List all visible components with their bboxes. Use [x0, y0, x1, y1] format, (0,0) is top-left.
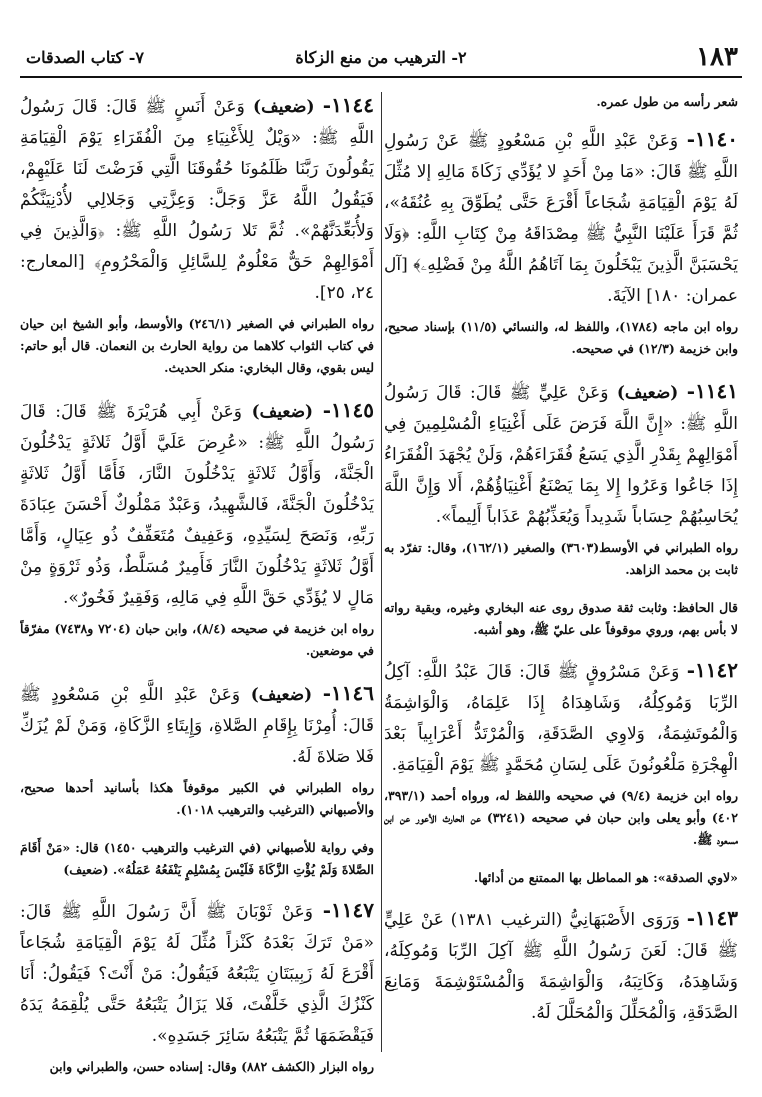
- hadith-reference: رواه البزار (الكشف ٨٨٢) وقال: إسناده حسن، والطبراني وابن: [49, 1059, 374, 1074]
- hadith-grade: (ضعيف): [251, 402, 314, 422]
- hadith-body: وَعَنْ عَلِيٍّ ﷺ قَالَ: قَالَ رَسُولُ اللَّهِ ﷺ: «إِنَّ اللَّهَ فَرَضَ عَلَى أَغْنِيَاءِ الْمُسْلِمِينَ فِي أَمْوَالِهِمْ بِقَدْرِ الَّذِي يَسَعُ فُقَرَاءَهُمْ، وَلَنْ يُجْهَدَ الْفُقَرَاءُ إِذَا جَاعُوا وَعَرُوا إِلا بِمَا يَصْنَعُ أَغْنِيَاؤُهُمْ، أَلا وَإِنَّ اللَّهَ يُحَاسِبُهُمْ حِسَاباً شَدِيداً وَيُعَذِّبُهُمْ عَذَاباً أَلِيماً».: [384, 383, 738, 527]
- hadith-text: [384, 903, 738, 1029]
- hadith-1145: [20, 395, 374, 662]
- hadith-body: وَعَنْ ثَوْبَانَ ﷺ أَنَّ رَسُولَ اللَّهِ ﷺ قَالَ: «مَنْ تَرَكَ بَعْدَهُ كَنْزاً مُثِّلَ لَهُ يَوْمَ الْقِيَامَةِ شُجَاعاً أَقْرَعَ لَهُ زَبِيبَتَانِ يَتْبَعُهُ فَيَقُولُ: مَنْ أَنْتَ؟ فَيَقُولُ: أَنَا كَنْزُكَ الَّذِي خَلَّفْتَ، فَلا يَزَالُ يَتْبَعُهُ حَتَّى يُلْقِمَهُ يَدَهُ فَيَقْضَمَهَا ثُمَّ يَتْبَعُهُ سَائِرَ جَسَدِهِ».: [20, 902, 374, 1046]
- right-column: [384, 90, 738, 1087]
- hadith-number: ١١٤٧-: [322, 898, 374, 922]
- hadith-number: ١١٤١-: [686, 379, 738, 403]
- continuation-text: شعر رأسه من طول عمره.: [596, 94, 738, 109]
- hadith-number: ١١٤٤-: [322, 93, 374, 117]
- hadith-number: ١١٤٣-: [686, 906, 738, 930]
- hadith-note: وفي رواية للأصبهاني (في الترغيب والترهيب ١٤٥٠) قال: «مَنْ أَقَامَ الصَّلاةَ وَلَمْ يُؤْتِ الزَّكَاةَ فَلَيْسَ بِمُسْلِمٍ يَنْفَعُهُ عَمَلُهُ». (ضعيف): [20, 840, 374, 877]
- hadith-1141: [384, 376, 738, 641]
- hadith-reference: رواه ابن خزيمة في صحيحه (٨/٤)، وابن حبان (٧٢٠٤ و٧٤٣٨) مفرّقاً في موضعين.: [20, 621, 374, 658]
- left-column: [20, 90, 374, 1087]
- hadith-body: وَعَنْ أَنَسٍ ﷺ قَالَ: قَالَ رَسُولُ اللَّهِ ﷺ: «وَيْلٌ لِلأَغْنِيَاءِ مِنَ الْفُقَرَاءِ يَوْمَ الْقِيَامَةِ يَقُولُونَ رَبَّنَا ظَلَمُونَا حُقُوقَنَا الَّتِي فَرَضْتَ لَنَا عَلَيْهِمْ، فَيَقُولُ اللَّهُ عَزَّ وَجَلَّ: وَعِزَّتِي وَجَلالِي لأُدْنِيَنَّكُمْ وَلأُبَعِّدَنَّهُمْ». ثُمَّ تَلا رَسُولُ اللَّهِ ﷺ: ﴿وَالَّذِينَ فِي أَمْوَالِهِمْ حَقٌّ مَعْلُومٌ لِلسَّائِلِ وَالْمَحْرُومِ﴾ [المعارج: ٢٤، ٢٥].: [20, 97, 374, 303]
- hadith-body: وَعَنْ عَبْدِ اللَّهِ بْنِ مَسْعُودٍ ﷺ قَالَ: أُمِرْنَا بِإِقَامِ الصَّلاةِ، وَإِيتَاءِ الزَّكَاةِ، وَمَنْ لَمْ يُزَكِّ فَلا صَلاةَ لَهُ.: [20, 685, 374, 767]
- hadith-text: [20, 895, 374, 1052]
- hadith-reference: رواه الطبراني في الصغير (٢٤٦/١) والأوسط، وأبو الشيخ ابن حيان في كتاب الثواب كلاهما من رواية الحارث بن النعمان. قال أبو حاتم: ليس بقوي، وقال البخاري: منكر الحديث.: [20, 316, 374, 375]
- hadith-1142: [384, 655, 738, 889]
- hadith-text: [384, 124, 738, 312]
- hadith-body: وَعَنْ أَبِي هُرَيْرَةَ ﷺ قَالَ: قَالَ رَسُولُ اللَّهِ ﷺ: «عُرِضَ عَلَيَّ أَوَّلُ ثَلاثَةٍ يَدْخُلُونَ الْجَنَّةَ، وَأَوَّلُ ثَلاثَةٍ يَدْخُلُونَ النَّارَ، فَأَمَّا أَوَّلُ ثَلاثَةٍ يَدْخُلُونَ الْجَنَّةَ، فَالشَّهِيدُ، وَعَبْدٌ مَمْلُوكٌ أَحْسَنَ عِبَادَةَ رَبِّهِ، وَنَصَحَ لِسَيِّدِهِ، وَعَفِيفٌ مُتَعَفِّفٌ ذُو عِيَالٍ، وَأَمَّا أَوَّلُ ثَلاثَةٍ يَدْخُلُونَ النَّارَ فَأَمِيرٌ مُسَلَّطٌ، وَذُو ثَرْوَةٍ مِنْ مَالٍ لا يُؤَدِّي حَقَّ اللَّهِ فِي مَالِهِ، وَفَقِيرٌ فَخُورٌ».: [20, 402, 374, 608]
- column-divider: [381, 92, 382, 1052]
- hadith-text: [384, 655, 738, 781]
- hadith-body: وَعَنْ عَبْدِ اللَّهِ بْنِ مَسْعُودٍ ﷺ عَنْ رَسُولِ اللَّهِ ﷺ قَالَ: «مَا مِنْ أَحَدٍ لا يُؤَدِّي زَكَاةَ مَالِهِ إلا مُثِّلَ لَهُ يَوْمَ الْقِيَامَةِ شُجَاعاً أَقْرَعَ حَتَّى يُطَوِّقَ بِهِ عُنُقَهُ»، ثُمَّ قَرَأَ عَلَيْنَا النَّبِيُّ ﷺ مِصْدَاقَهُ مِنْ كِتَابِ اللَّهِ: ﴿وَلَا يَحْسَبَنَّ الَّذِينَ يَبْخَلُونَ بِمَا آتَاهُمُ اللَّهُ مِنْ فَضْلِهِۦ﴾ [آل عمران: ١٨٠] الآيَةَ.: [384, 131, 738, 306]
- hadith-grade: (ضعيف): [250, 685, 313, 705]
- hadith-1146: [20, 678, 374, 881]
- hadith-reference: رواه ابن خزيمة (٩/٤) في صحيحه واللفظ له، ورواه أحمد (٣٩٣/١، ٤٠٢) وأبو يعلى وابن حبان في صحيحه (٣٢٤١) عن الحارث الأعور عن ابن مسعود ﷺ.: [384, 788, 738, 847]
- hadith-grade: (ضعيف): [616, 383, 679, 403]
- hadith-text: [20, 395, 374, 614]
- hadith-note: قال الحافظ: وثابت ثقة صدوق روى عنه البخاري وغيره، وبقية رواته لا بأس بهم، وروي موقوفاً على عليّ ﷺ، وهو أشبه.: [384, 600, 738, 637]
- hadith-body: وَرَوَى الأَصْبَهَانِيُّ (الترغيب ١٣٨١) عَنْ عَلِيٍّ ﷺ قَالَ: لَعَنَ رَسُولُ اللَّهِ ﷺ آكِلَ الرِّبَا وَمُوكِلَهُ، وَشَاهِدَهُ، وَكَاتِبَهُ، وَالْوَاشِمَةَ وَالْمُسْتَوْشِمَةَ وَمَانِعَ الصَّدَقَةِ، وَالْمُحَلِّلَ وَالْمُحَلَّلَ لَهُ.: [384, 910, 738, 1023]
- header-rule: [20, 76, 742, 78]
- hadith-text: [20, 678, 374, 773]
- page-number: ١٨٣: [696, 42, 738, 72]
- hadith-1147: [20, 895, 374, 1078]
- hadith-text: [20, 90, 374, 309]
- hadith-number: ١١٤٦-: [322, 681, 374, 705]
- hadith-number: ١١٤٥-: [322, 398, 374, 422]
- hadith-reference: رواه الطبراني في الكبير موقوفاً هكذا بأسانيد أحدها صحيح، والأصبهاني (الترغيب والترهيب ١٠١٨).: [20, 780, 374, 817]
- hadith-text: [384, 376, 738, 533]
- chapter-title: ٢- الترهيب من منع الزكاة: [295, 48, 467, 67]
- page-header: [20, 40, 742, 80]
- book-title: ٧- كتاب الصدقات: [26, 48, 144, 67]
- hadith-number: ١١٤٠-: [686, 127, 738, 151]
- hadith-note: «لاوي الصدقة»: هو المماطل بها الممتنع من أدائها.: [473, 870, 738, 885]
- hadith-1143: [384, 903, 738, 1029]
- hadith-grade: (ضعيف): [253, 97, 315, 117]
- hadith-reference: رواه الطبراني في الأوسط(٣٦٠٣) والصغير (١٦٢/١)، وقال: تفرّد به ثابت بن محمد الزاهد.: [384, 540, 738, 577]
- hadith-reference: رواه ابن ماجه (١٧٨٤)، واللفظ له، والنسائي (١١/٥) بإسناد صحيح، وابن خزيمة (١٢/٣) في صحيحه.: [384, 319, 738, 356]
- hadith-number: ١١٤٢-: [686, 658, 738, 682]
- hadith-body: وَعَنْ مَسْرُوقٍ ﷺ قَالَ: قَالَ عَبْدُ اللَّهِ: آكِلُ الرِّبَا وَمُوكِلُهُ، وَشَاهِدَاهُ إِذَا عَلِمَاهُ، وَالْوَاشِمَةُ وَالْمُوتَشِمَةُ، وَلاوِي الصَّدَقَةِ، وَالْمُرْتَدُّ أَعْرَابِياً بَعْدَ الْهِجْرَةِ مَلْعُونُونَ عَلَى لِسَانِ مُحَمَّدٍ ﷺ يَوْمَ الْقِيَامَةِ.: [384, 662, 738, 775]
- hadith-1144: [20, 90, 374, 379]
- hadith-1140: [384, 124, 738, 360]
